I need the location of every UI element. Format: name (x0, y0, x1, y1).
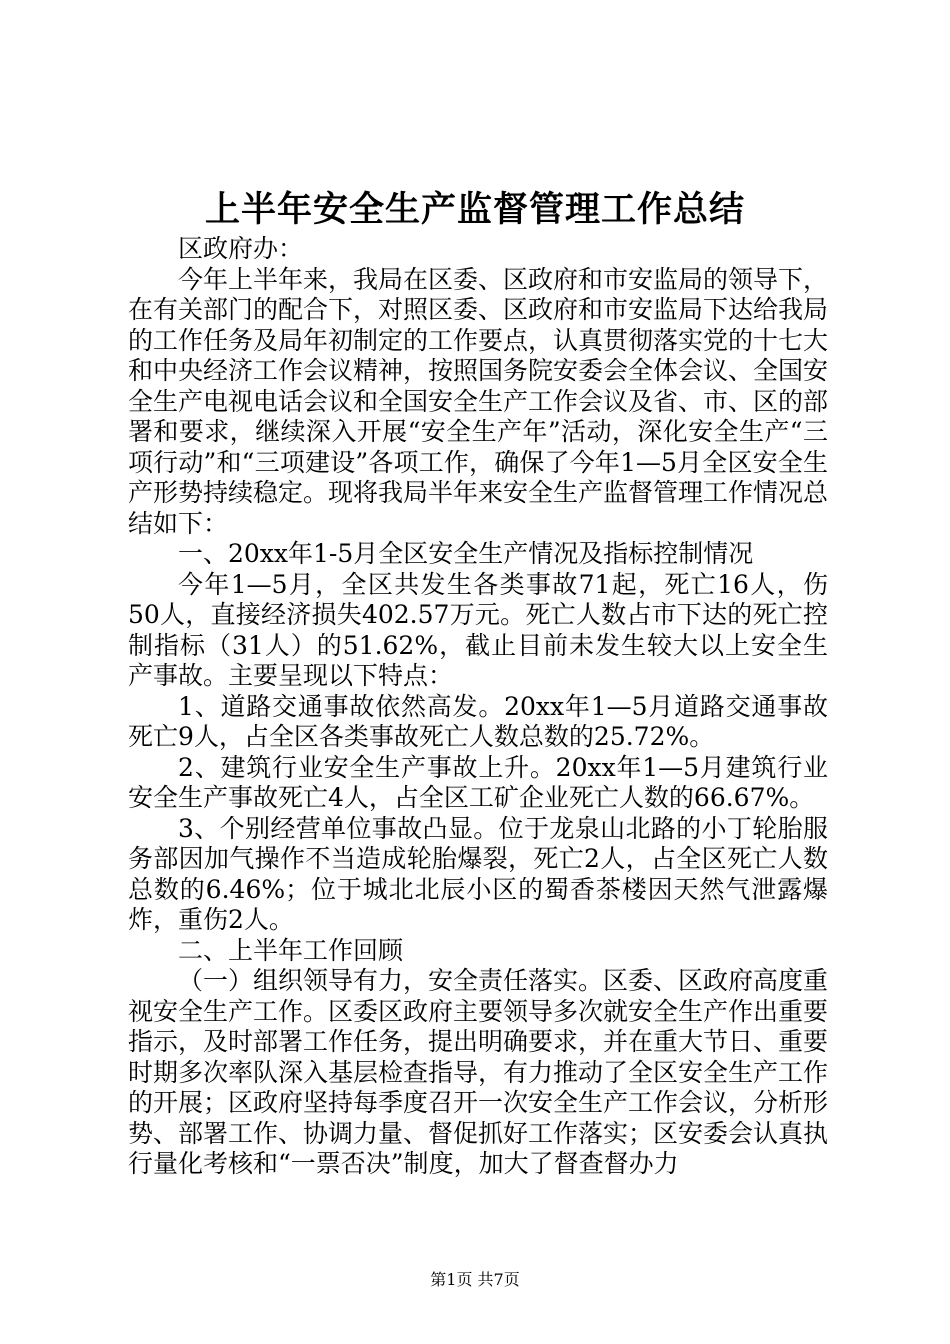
page-number-footer: 第1页 共7页 (430, 1270, 520, 1289)
paragraph-feature-2: 2、建筑行业安全生产事故上升。20xx年1—5月建筑行业安全生产事故死亡4人，占全区工矿企业死亡人数的66.67%。 (128, 752, 828, 812)
document-title: 上半年安全生产监督管理工作总结 (204, 189, 745, 230)
paragraph-accident-summary: 今年1—5月，全区共发生各类事故71起，死亡16人，伤50人，直接经济损失402.57万元。死亡人数占市下达的死亡控制指标（31人）的51.62%，截止目前未发生较大以上安全生产事故。主要呈现以下特点： (128, 569, 828, 690)
document-body (128, 234, 828, 1180)
paragraph-feature-3: 3、个别经营单位事故凸显。位于龙泉山北路的小丁轮胎服务部因加气操作不当造成轮胎爆裂，死亡2人，占全区死亡人数总数的6.46%；位于城北北辰小区的蜀香茶楼因天然气泄露爆炸，重伤2人。 (128, 813, 828, 934)
paragraph-feature-1: 1、道路交通事故依然高发。20xx年1—5月道路交通事故死亡9人，占全区各类事故死亡人数总数的25.72%。 (128, 691, 828, 751)
section-heading-1: 一、20xx年1-5月全区安全生产情况及指标控制情况 (178, 539, 754, 568)
paragraph-intro: 今年上半年来，我局在区委、区政府和市安监局的领导下，在有关部门的配合下，对照区委、区政府和市安监局下达给我局的工作任务及局年初制定的工作要点，认真贯彻落实党的十七大和中央经济工作会议精神，按照国务院安委会全体会议、全国安全生产电视电话会议和全国安全生产工作会议及省、市、区的部署和要求，继续深入开展“安全生产年”活动，深化安全生产“三项行动”和“三项建设”各项工作，确保了今年1—5月全区安全生产形势持续稳定。现将我局半年来安全生产监督管理工作情况总结如下： (128, 264, 829, 538)
paragraph-review-1: （一）组织领导有力，安全责任落实。区委、区政府高度重视安全生产工作。区委区政府主要领导多次就安全生产作出重要指示，及时部署工作任务，提出明确要求，并在重大节日、重要时期多次率队深入基层检查指导，有力推动了全区安全生产工作的开展；区政府坚持每季度召开一次安全生产工作会议，分析形势、部署工作、协调力量、督促抓好工作落实；区安委会认真执行量化考核和“一票否决”制度，加大了督查督办力 (128, 966, 829, 1178)
section-heading-2: 二、上半年工作回顾 (178, 935, 404, 965)
salutation: 区政府办： (178, 234, 304, 263)
